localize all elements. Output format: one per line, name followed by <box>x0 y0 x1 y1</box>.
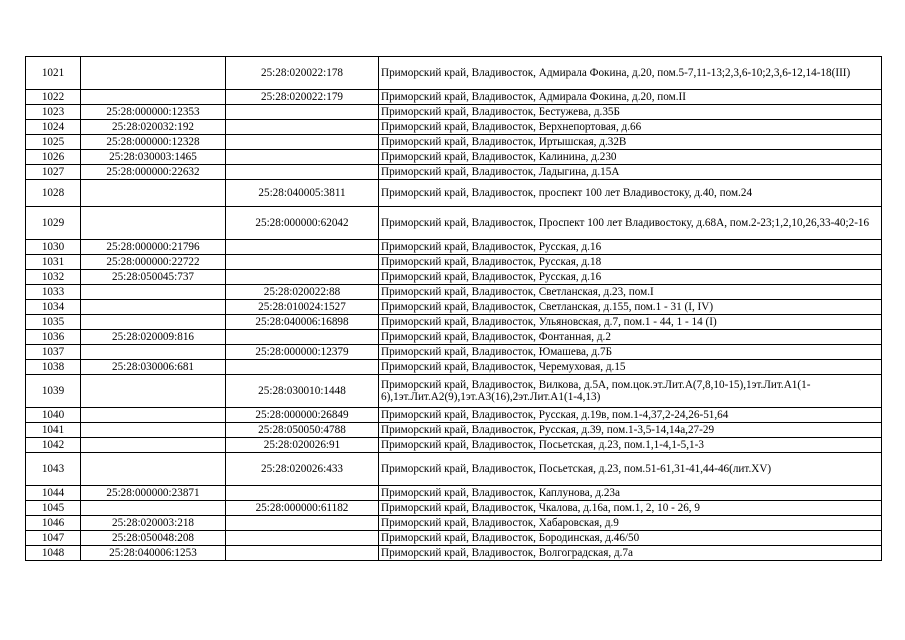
cadastral-number-b-cell: 25:28:020026:91 <box>226 438 379 453</box>
address-cell: Приморский край, Владивосток, Русская, д.16 <box>379 240 882 255</box>
cadastral-number-b-cell <box>226 120 379 135</box>
table-row <box>26 285 882 300</box>
table-row <box>26 408 882 423</box>
cadastral-number-b-cell: 25:28:040005:3811 <box>226 180 379 207</box>
row-number-cell: 1021 <box>26 57 81 90</box>
cadastral-number-a-cell: 25:28:030006:681 <box>81 360 226 375</box>
row-number-cell: 1027 <box>26 165 81 180</box>
cadastral-number-a-cell <box>81 453 226 486</box>
table-row <box>26 546 882 561</box>
property-table-body <box>26 57 882 561</box>
table-row <box>26 516 882 531</box>
cadastral-number-a-cell: 25:28:030003:1465 <box>81 150 226 165</box>
row-number-cell: 1043 <box>26 453 81 486</box>
address-cell: Приморский край, Владивосток, Хабаровская, д.9 <box>379 516 882 531</box>
address-cell: Приморский край, Владивосток, Калинина, д.230 <box>379 150 882 165</box>
cadastral-number-b-cell: 25:28:030010:1448 <box>226 375 379 408</box>
row-number-cell: 1030 <box>26 240 81 255</box>
property-table <box>25 56 882 561</box>
table-row <box>26 57 882 90</box>
cadastral-number-a-cell: 25:28:000000:22632 <box>81 165 226 180</box>
row-number-cell: 1048 <box>26 546 81 561</box>
address-cell: Приморский край, Владивосток, Светланская, д.23, пом.I <box>379 285 882 300</box>
table-row <box>26 330 882 345</box>
cadastral-number-a-cell: 25:28:050045:737 <box>81 270 226 285</box>
cadastral-number-a-cell: 25:28:020032:192 <box>81 120 226 135</box>
row-number-cell: 1026 <box>26 150 81 165</box>
cadastral-number-b-cell: 25:28:010024:1527 <box>226 300 379 315</box>
address-cell: Приморский край, Владивосток, Проспект 100 лет Владивостоку, д.68А, пом.2-23;1,2,10,26,33-40;2-16 <box>379 207 882 240</box>
cadastral-number-b-cell: 25:28:050050:4788 <box>226 423 379 438</box>
address-cell: Приморский край, Владивосток, Каплунова, д.23а <box>379 486 882 501</box>
row-number-cell: 1039 <box>26 375 81 408</box>
cadastral-number-a-cell <box>81 285 226 300</box>
table-row <box>26 453 882 486</box>
table-row <box>26 300 882 315</box>
table-row <box>26 270 882 285</box>
address-cell: Приморский край, Владивосток, Светланская, д.155, пом.1 - 31 (I, IV) <box>379 300 882 315</box>
row-number-cell: 1046 <box>26 516 81 531</box>
address-cell: Приморский край, Владивосток, Русская, д.19в, пом.1-4,37,2-24,26-51,64 <box>379 408 882 423</box>
cadastral-number-b-cell <box>226 135 379 150</box>
table-row <box>26 180 882 207</box>
table-row <box>26 150 882 165</box>
cadastral-number-b-cell: 25:28:020022:88 <box>226 285 379 300</box>
cadastral-number-a-cell <box>81 300 226 315</box>
row-number-cell: 1041 <box>26 423 81 438</box>
cadastral-number-a-cell: 25:28:000000:12328 <box>81 135 226 150</box>
cadastral-number-a-cell <box>81 180 226 207</box>
row-number-cell: 1038 <box>26 360 81 375</box>
cadastral-number-b-cell: 25:28:020026:433 <box>226 453 379 486</box>
row-number-cell: 1036 <box>26 330 81 345</box>
table-row <box>26 315 882 330</box>
cadastral-number-a-cell <box>81 438 226 453</box>
table-row <box>26 423 882 438</box>
cadastral-number-b-cell: 25:28:000000:12379 <box>226 345 379 360</box>
table-row <box>26 165 882 180</box>
row-number-cell: 1047 <box>26 531 81 546</box>
cadastral-number-b-cell: 25:28:020022:178 <box>226 57 379 90</box>
address-cell: Приморский край, Владивосток, Волгоградская, д.7а <box>379 546 882 561</box>
address-cell: Приморский край, Владивосток, Черемуховая, д.15 <box>379 360 882 375</box>
cadastral-number-a-cell: 25:28:040006:1253 <box>81 546 226 561</box>
table-row <box>26 105 882 120</box>
cadastral-number-b-cell: 25:28:020022:179 <box>226 90 379 105</box>
address-cell: Приморский край, Владивосток, Русская, д.18 <box>379 255 882 270</box>
row-number-cell: 1035 <box>26 315 81 330</box>
address-cell: Приморский край, Владивосток, Бестужева, д.35Б <box>379 105 882 120</box>
cadastral-number-b-cell <box>226 240 379 255</box>
cadastral-number-a-cell <box>81 423 226 438</box>
table-row <box>26 255 882 270</box>
row-number-cell: 1033 <box>26 285 81 300</box>
cadastral-number-a-cell: 25:28:020009:816 <box>81 330 226 345</box>
address-cell: Приморский край, Владивосток, Адмирала Фокина, д.20, пом.5-7,11-13;2,3,6-10;2,3,6-12,14-18(III) <box>379 57 882 90</box>
table-row <box>26 120 882 135</box>
address-cell: Приморский край, Владивосток, проспект 100 лет Владивостоку, д.40, пом.24 <box>379 180 882 207</box>
row-number-cell: 1040 <box>26 408 81 423</box>
address-cell: Приморский край, Владивосток, Юмашева, д.7Б <box>379 345 882 360</box>
table-row <box>26 135 882 150</box>
table-row <box>26 531 882 546</box>
cadastral-number-b-cell: 25:28:000000:61182 <box>226 501 379 516</box>
cadastral-number-b-cell <box>226 546 379 561</box>
row-number-cell: 1025 <box>26 135 81 150</box>
cadastral-number-b-cell <box>226 516 379 531</box>
cadastral-number-b-cell <box>226 531 379 546</box>
cadastral-number-a-cell <box>81 90 226 105</box>
address-cell: Приморский край, Владивосток, Фонтанная, д.2 <box>379 330 882 345</box>
row-number-cell: 1029 <box>26 207 81 240</box>
cadastral-number-b-cell <box>226 330 379 345</box>
cadastral-number-a-cell <box>81 57 226 90</box>
table-row <box>26 486 882 501</box>
cadastral-number-a-cell: 25:28:000000:22722 <box>81 255 226 270</box>
table-row <box>26 345 882 360</box>
cadastral-number-b-cell <box>226 486 379 501</box>
address-cell: Приморский край, Владивосток, Ульяновская, д.7, пом.1 - 44, 1 - 14 (I) <box>379 315 882 330</box>
address-cell: Приморский край, Владивосток, Иртышская, д.32В <box>379 135 882 150</box>
cadastral-number-a-cell: 25:28:000000:21796 <box>81 240 226 255</box>
cadastral-number-a-cell <box>81 501 226 516</box>
row-number-cell: 1024 <box>26 120 81 135</box>
table-row <box>26 438 882 453</box>
table-row <box>26 501 882 516</box>
cadastral-number-b-cell: 25:28:000000:62042 <box>226 207 379 240</box>
address-cell: Приморский край, Владивосток, Ладыгина, д.15А <box>379 165 882 180</box>
cadastral-number-a-cell: 25:28:050048:208 <box>81 531 226 546</box>
cadastral-number-b-cell <box>226 165 379 180</box>
cadastral-number-b-cell <box>226 150 379 165</box>
address-cell: Приморский край, Владивосток, Русская, д.39, пом.1-3,5-14,14а,27-29 <box>379 423 882 438</box>
address-cell: Приморский край, Владивосток, Адмирала Фокина, д.20, пом.II <box>379 90 882 105</box>
cadastral-number-a-cell <box>81 375 226 408</box>
cadastral-number-b-cell: 25:28:000000:26849 <box>226 408 379 423</box>
row-number-cell: 1042 <box>26 438 81 453</box>
cadastral-number-a-cell: 25:28:000000:12353 <box>81 105 226 120</box>
cadastral-number-b-cell <box>226 360 379 375</box>
cadastral-number-a-cell: 25:28:020003:218 <box>81 516 226 531</box>
address-cell: Приморский край, Владивосток, Вилкова, д.5А, пом.цок.эт.Лит.А(7,8,10-15),1эт.Лит.А1(1-6),1эт.Лит.А2(9),1эт.А3(16),2эт.Лит.А1(1-4,13) <box>379 375 882 408</box>
row-number-cell: 1044 <box>26 486 81 501</box>
cadastral-number-a-cell <box>81 207 226 240</box>
row-number-cell: 1022 <box>26 90 81 105</box>
table-row <box>26 90 882 105</box>
cadastral-number-a-cell <box>81 315 226 330</box>
row-number-cell: 1034 <box>26 300 81 315</box>
cadastral-number-a-cell: 25:28:000000:23871 <box>81 486 226 501</box>
row-number-cell: 1045 <box>26 501 81 516</box>
cadastral-number-b-cell <box>226 255 379 270</box>
address-cell: Приморский край, Владивосток, Верхнепортовая, д.66 <box>379 120 882 135</box>
table-row <box>26 360 882 375</box>
row-number-cell: 1037 <box>26 345 81 360</box>
table-row <box>26 375 882 408</box>
table-row <box>26 207 882 240</box>
cadastral-number-b-cell: 25:28:040006:16898 <box>226 315 379 330</box>
row-number-cell: 1032 <box>26 270 81 285</box>
address-cell: Приморский край, Владивосток, Посьетская, д.23, пом.1,1-4,1-5,1-3 <box>379 438 882 453</box>
row-number-cell: 1028 <box>26 180 81 207</box>
row-number-cell: 1031 <box>26 255 81 270</box>
cadastral-number-b-cell <box>226 270 379 285</box>
cadastral-number-b-cell <box>226 105 379 120</box>
cadastral-number-a-cell <box>81 345 226 360</box>
row-number-cell: 1023 <box>26 105 81 120</box>
address-cell: Приморский край, Владивосток, Русская, д.16 <box>379 270 882 285</box>
cadastral-number-a-cell <box>81 408 226 423</box>
table-row <box>26 240 882 255</box>
address-cell: Приморский край, Владивосток, Бородинская, д.46/50 <box>379 531 882 546</box>
address-cell: Приморский край, Владивосток, Посьетская, д.23, пом.51-61,31-41,44-46(лит.XV) <box>379 453 882 486</box>
address-cell: Приморский край, Владивосток, Чкалова, д.16а, пом.1, 2, 10 - 26, 9 <box>379 501 882 516</box>
